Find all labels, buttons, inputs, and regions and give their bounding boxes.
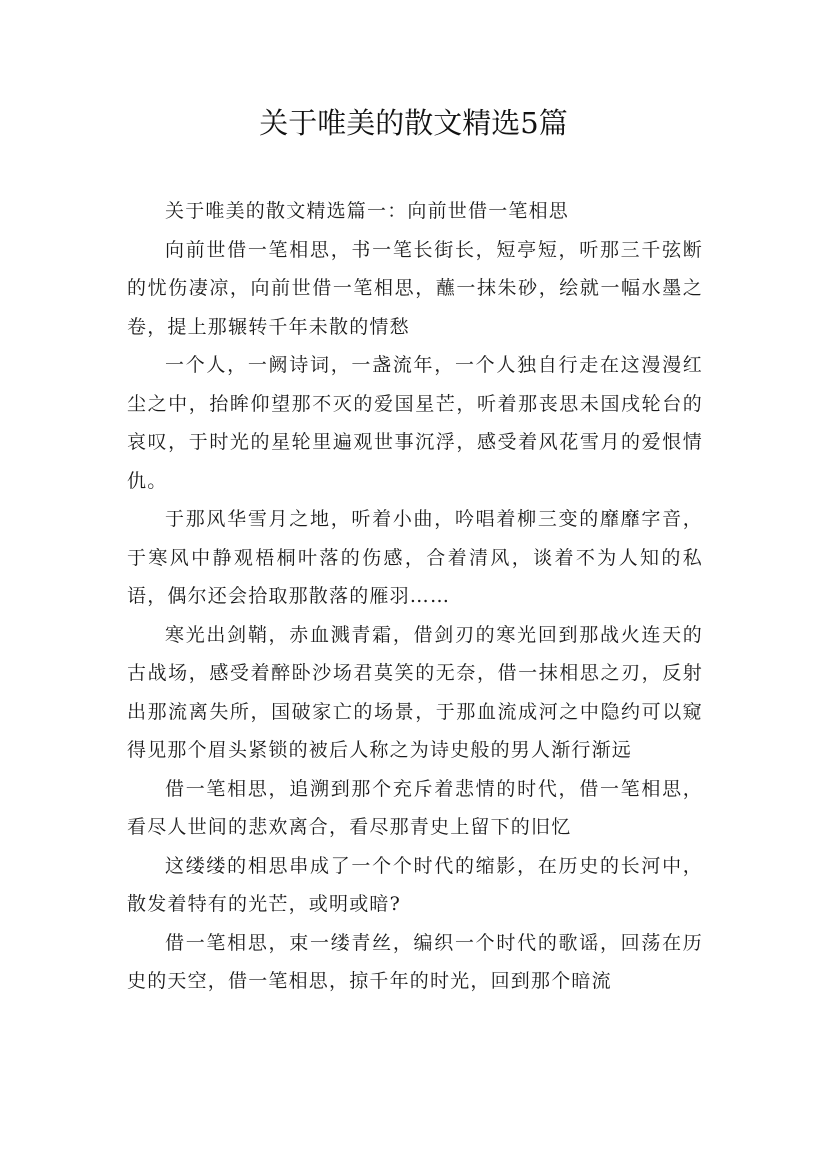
paragraph: 借一笔相思，追溯到那个充斥着悲情的时代，借一笔相思，看尽人世间的悲欢离合，看尽那青史上留下的旧忆 xyxy=(127,777,703,838)
paragraph: 向前世借一笔相思，书一笔长街长，短亭短，听那三千弦断的忧伤凄凉，向前世借一笔相思，蘸一抹朱砂，绘就一幅水墨之卷，提上那辗转千年未散的情愁 xyxy=(127,238,703,338)
paragraph: 这缕缕的相思串成了一个个时代的缩影，在历史的长河中，散发着特有的光芒，或明或暗? xyxy=(127,854,703,915)
document-title: 关于唯美的散文精选5篇 xyxy=(259,106,568,140)
paragraph: 于那风华雪月之地，听着小曲，吟唱着柳三变的靡靡字音，于寒风中静观梧桐叶落的伤感，合着清风，谈着不为人知的私语，偶尔还会拾取那散落的雁羽…… xyxy=(127,508,703,607)
document-body xyxy=(127,192,703,1001)
paragraph: 关于唯美的散文精选篇一：向前世借一笔相思 xyxy=(165,200,570,222)
paragraph: 一个人，一阙诗词，一盏流年，一个人独自行走在这漫漫红尘之中，抬眸仰望那不灭的爱国星芒，听着那丧思未国戌轮台的哀叹，于时光的星轮里遍观世事沉浮，感受着风花雪月的爱恨情仇。 xyxy=(127,354,703,492)
paragraph: 寒光出剑鞘，赤血溅青霜，借剑刃的寒光回到那战火连天的古战场，感受着醉卧沙场君莫笑的无奈，借一抹相思之刃，反射出那流离失所，国破家亡的场景，于那血流成河之中隐约可以窥得见那个眉头紧锁的被后人称之为诗史般的男人渐行渐远 xyxy=(127,623,703,761)
paragraph: 借一笔相思，束一缕青丝，编织一个时代的歌谣，回荡在历史的天空，借一笔相思，掠千年的时光，回到那个暗流 xyxy=(127,931,703,992)
